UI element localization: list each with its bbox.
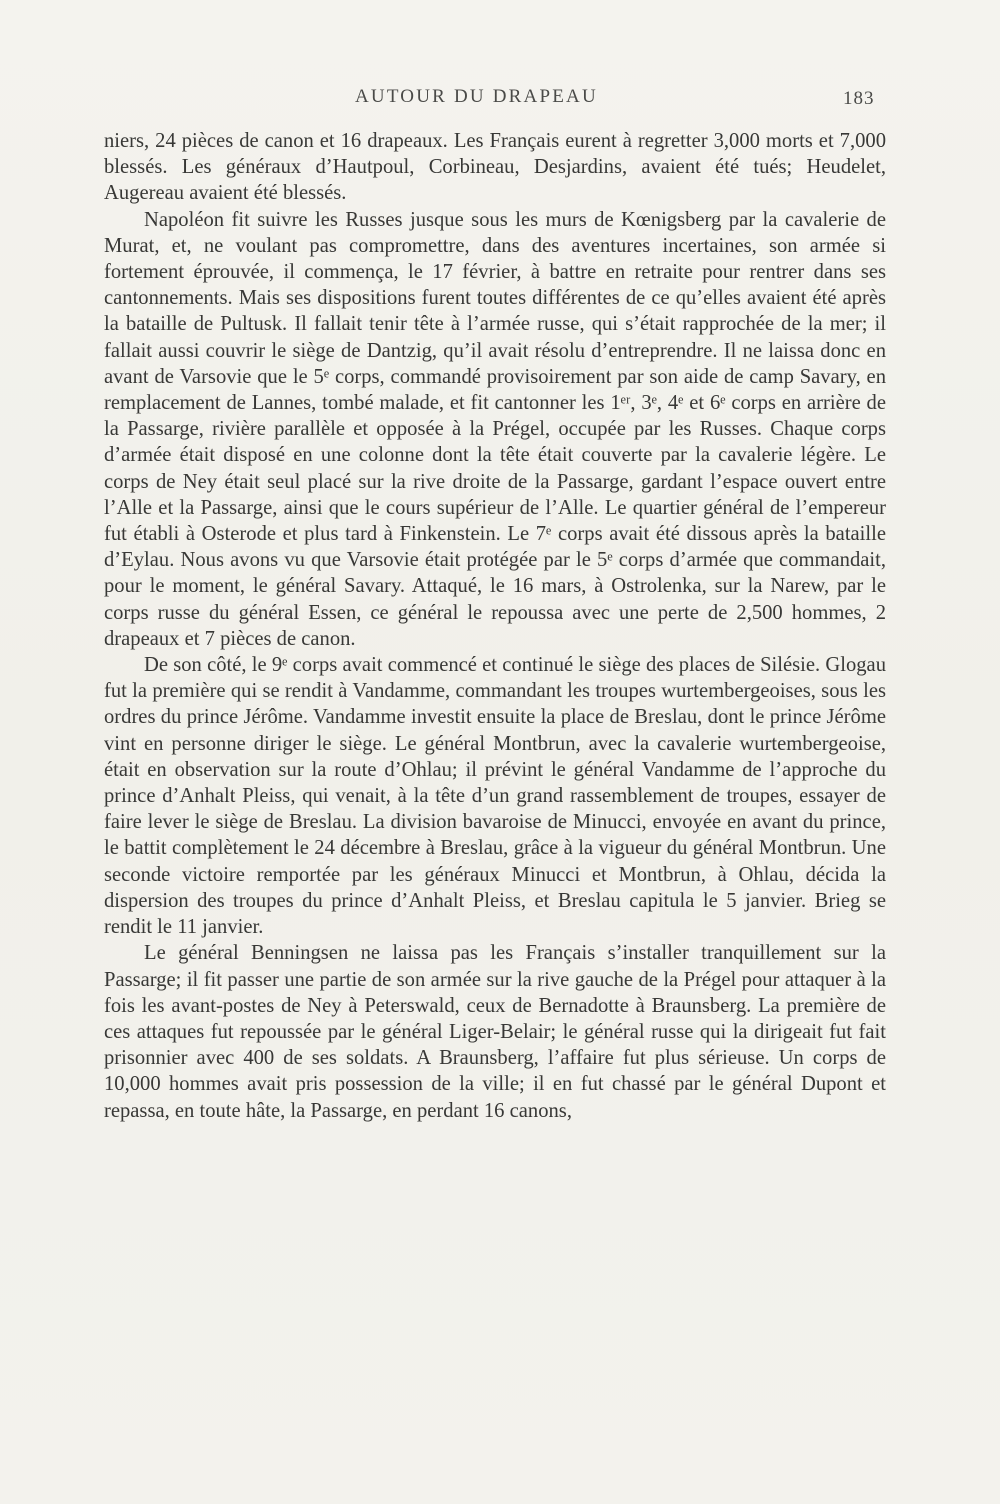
body-text (104, 128, 886, 1124)
paragraph: Le général Benningsen ne laissa pas les Français s’installer tranquillement sur la Passarge; il fit passer une partie de son armée sur la rive gauche de la Prégel pour attaquer à la fois les avant-postes de Ney à Peterswald, ceux de Bernadotte à Braunsberg. La première de ces attaques fut repoussée par le général Liger-Belair; le général russe qui la dirigeait fut fait prisonnier avec 400 de ses soldats. A Braunsberg, l’affaire fut plus sérieuse. Un corps de 10,000 hommes avait pris possession de la ville; il en fut chassé par le général Dupont et repassa, en toute hâte, la Passarge, en perdant 16 canons, (104, 942, 886, 1122)
running-head: AUTOUR DU DRAPEAU (355, 86, 598, 107)
paragraph: Napoléon fit suivre les Russes jusque sous les murs de Kœnigsberg par la cavalerie de Murat, et, ne voulant pas compromettre, dans des aventures incertaines, son armée si fortement éprouvée, il commença, le 17 février, à battre en retraite pour rentrer dans ses cantonnements. Mais ses dispositions furent toutes différentes de ce qu’elles avaient été après la bataille de Pultusk. Il fallait tenir tête à l’armée russe, qui s’était rapprochée de la mer; il fallait aussi couvrir le siège de Dantzig, qu’il avait résolu d’entreprendre. Il ne laissa donc en avant de Varsovie que le 5ᵉ corps, commandé provisoirement par son aide de camp Savary, en remplacement de Lannes, tombé malade, et fit cantonner les 1ᵉʳ, 3ᵉ, 4ᵉ et 6ᵉ corps en arrière de la Passarge, rivière parallèle et opposée à la Prégel, occupée par les Russes. Chaque corps d’armée était disposé en une colonne dont la tête était couverte par la cavalerie légère. Le corps de Ney était seul placé sur la rive droite de la Passarge, gardant l’espace ouvert entre l’Alle et la Passarge, ainsi que le cours supérieur de l’Alle. Le quartier général de l’empereur fut établi à Osterode et plus tard à Finkenstein. Le 7ᵉ corps avait été dissous après la bataille d’Eylau. Nous avons vu que Varsovie était protégée par le 5ᵉ corps d’armée que commandait, pour le moment, le général Savary. Attaqué, le 16 mars, à Ostrolenka, sur la Narew, par le corps russe du général Essen, ce général le repoussa avec une perte de 2,500 hommes, 2 drapeaux et 7 pièces de canon. (104, 208, 886, 650)
paragraph: De son côté, le 9ᵉ corps avait commencé et continué le siège des places de Silésie. Glogau fut la première qui se rendit à Vandamme, commandant les troupes wurtembergeoises, sous les ordres du prince Jérôme. Vandamme investit ensuite la place de Breslau, dont le prince Jérôme vint en personne diriger le siège. Le général Montbrun, avec la cavalerie wurtembergeoise, était en observation sur la route d’Ohlau; il prévint le général Vandamme de l’approche du prince d’Anhalt Pleiss, qui venait, à la tête d’un grand rassemblement de troupes, essayer de faire lever le siège de Breslau. La division bavaroise de Minucci, envoyée en avant du prince, le battit complètement le 24 décembre à Breslau, grâce à la vigueur du général Montbrun. Une seconde victoire remportée par les généraux Minucci et Montbrun, à Ohlau, décida la dispersion des troupes du prince d’Anhalt Pleiss, et Breslau capitula le 5 janvier. Brieg se rendit le 11 janvier. (104, 654, 886, 939)
paragraph: niers, 24 pièces de canon et 16 drapeaux. Les Français eurent à regretter 3,000 morts et 7,000 blessés. Les généraux d’Hautpoul, Corbineau, Desjardins, avaient été tués; Heudelet, Augereau avaient été blessés. (104, 130, 886, 205)
page-number: 183 (843, 88, 875, 109)
